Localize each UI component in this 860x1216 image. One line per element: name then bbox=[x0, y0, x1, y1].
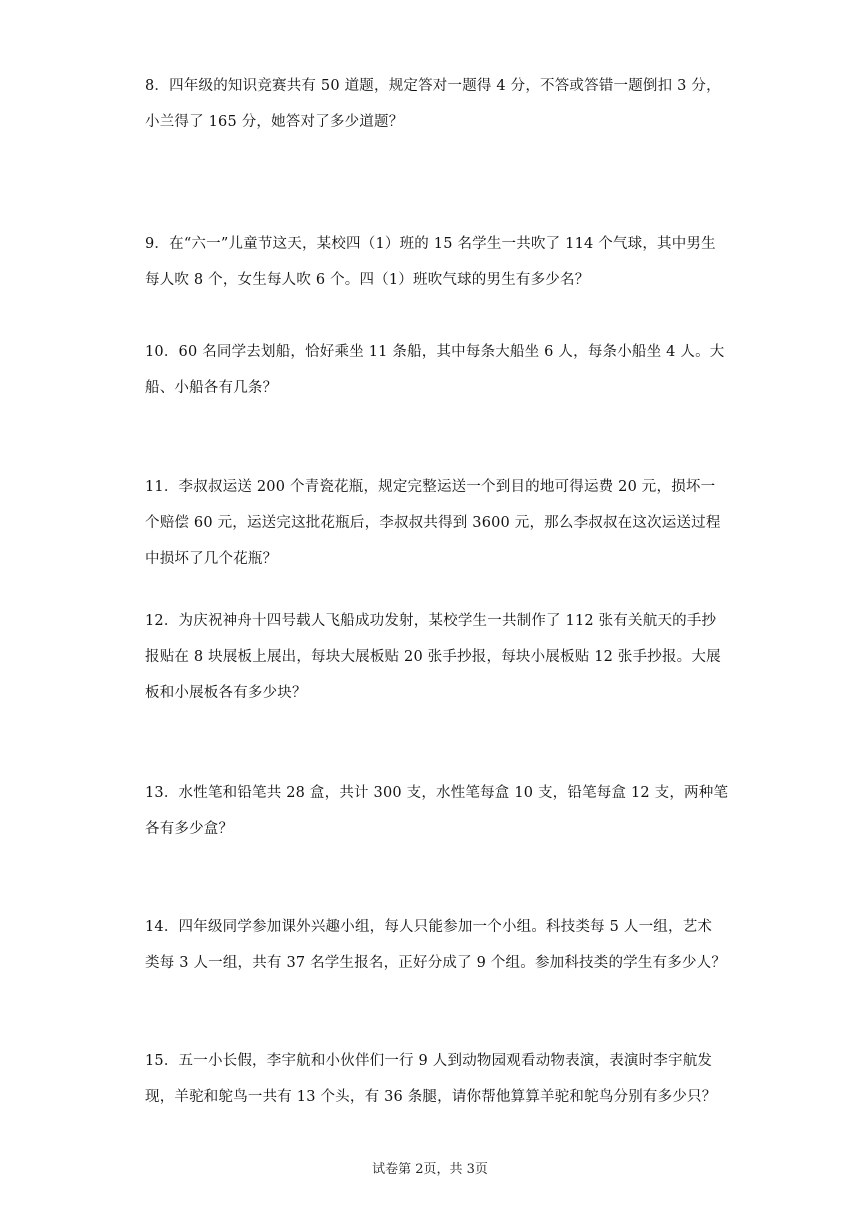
question-line: 个赔偿 60 元，运送完这批花瓶后，李叔叔共得到 3600 元，那么李叔叔在这次运送过程 bbox=[145, 515, 721, 531]
question-10 bbox=[145, 334, 725, 406]
question-8 bbox=[145, 68, 725, 140]
page-footer: 试卷第 2页，共 3页 bbox=[372, 1162, 488, 1177]
question-line: 12．为庆祝神舟十四号载人飞船成功发射，某校学生一共制作了 112 张有关航天的手抄 bbox=[145, 613, 717, 629]
question-14 bbox=[145, 909, 725, 981]
question-line: 9．在“六一”儿童节这天，某校四（1）班的 15 名学生一共吹了 114 个气球，其中男生 bbox=[145, 236, 716, 252]
question-line: 每人吹 8 个，女生每人吹 6 个。四（1）班吹气球的男生有多少名？ bbox=[145, 272, 590, 288]
question-line: 10．60 名同学去划船，恰好乘坐 11 条船，其中每条大船坐 6 人，每条小船坐 4 人。大 bbox=[145, 344, 725, 360]
question-15 bbox=[145, 1043, 725, 1115]
question-line: 船、小船各有几条？ bbox=[145, 380, 278, 396]
question-13 bbox=[145, 775, 729, 847]
question-line: 现，羊驼和鸵鸟一共有 13 个头，有 36 条腿，请你帮他算算羊驼和鸵鸟分别有多少只？ bbox=[145, 1089, 717, 1105]
question-line: 中损坏了几个花瓶？ bbox=[145, 551, 278, 567]
question-line: 小兰得了 165 分，她答对了多少道题？ bbox=[145, 114, 404, 130]
question-line: 14．四年级同学参加课外兴趣小组，每人只能参加一个小组。科技类每 5 人一组，艺术 bbox=[145, 919, 713, 935]
question-line: 11．李叔叔运送 200 个青瓷花瓶，规定完整运送一个到目的地可得运费 20 元，损坏一 bbox=[145, 479, 716, 495]
question-9 bbox=[145, 226, 725, 298]
question-11 bbox=[145, 469, 725, 577]
question-line: 13．水性笔和铅笔共 28 盒，共计 300 支，水性笔每盒 10 支，铅笔每盒 12 支，两种笔 bbox=[145, 785, 729, 801]
question-line: 各有多少盒？ bbox=[145, 821, 234, 837]
question-12 bbox=[145, 603, 725, 711]
question-line: 15．五一小长假，李宇航和小伙伴们一行 9 人到动物园观看动物表演，表演时李宇航发 bbox=[145, 1053, 713, 1069]
question-line: 报贴在 8 块展板上展出，每块大展板贴 20 张手抄报，每块小展板贴 12 张手抄报。大展 bbox=[145, 649, 721, 665]
question-line: 板和小展板各有多少块？ bbox=[145, 685, 307, 701]
question-line: 类每 3 人一组，共有 37 名学生报名，正好分成了 9 个组。参加科技类的学生有多少人？ bbox=[145, 955, 727, 971]
question-line: 8．四年级的知识竞赛共有 50 道题，规定答对一题得 4 分，不答或答错一题倒扣 3 分， bbox=[145, 78, 721, 94]
